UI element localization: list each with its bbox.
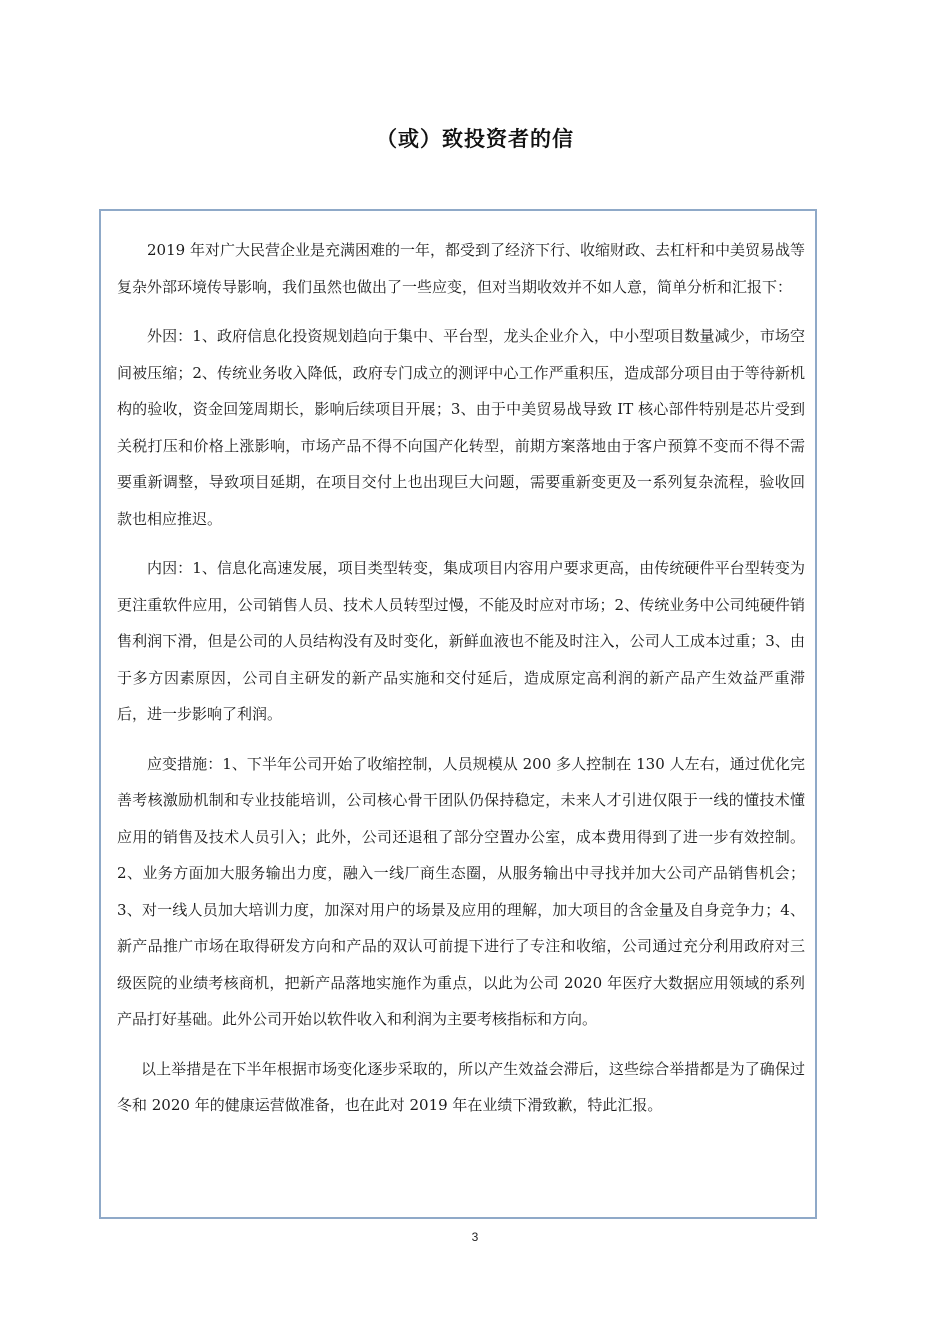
- paragraph-internal-factors: 内因：1、信息化高速发展，项目类型转变，集成项目内容用户要求更高，由传统硬件平台型转变为更注重软件应用，公司销售人员、技术人员转型过慢，不能及时应对市场；2、传统业务中公司纯硬件销售利润下滑，但是公司的人员结构没有及时变化，新鲜血液也不能及时注入，公司人工成本过重；3、由于多方因素原因，公司自主研发的新产品实施和交付延后，造成原定高利润的新产品产生效益严重滞后，进一步影响了利润。: [117, 559, 805, 723]
- letter-body: [117, 232, 805, 1137]
- paragraph-external-factors: 外因：1、政府信息化投资规划趋向于集中、平台型，龙头企业介入，中小型项目数量减少，市场空间被压缩；2、传统业务收入降低，政府专门成立的测评中心工作严重积压，造成部分项目由于等待新机构的验收，资金回笼周期长，影响后续项目开展；3、由于中美贸易战导致 IT 核心部件特别是芯片受到关税打压和价格上涨影响，市场产品不得不向国产化转型，前期方案落地由于客户预算不变而不得不需要重新调整，导致项目延期，在项目交付上也出现巨大问题，需要重新变更及一系列复杂流程，验收回款也相应推迟。: [117, 327, 805, 528]
- paragraph-conclusion: 以上举措是在下半年根据市场变化逐步采取的，所以产生效益会滞后，这些综合举措都是为了确保过冬和 2020 年的健康运营做准备，也在此对 2019 年在业绩下滑致歉，特此汇报。: [117, 1059, 805, 1114]
- page-number: 3: [471, 1230, 479, 1244]
- page-title: （或）致投资者的信: [376, 127, 574, 151]
- paragraph-countermeasures: 应变措施：1、下半年公司开始了收缩控制，人员规模从 200 多人控制在 130 人左右，通过优化完善考核激励机制和专业技能培训，公司核心骨干团队仍保持稳定，未来人才引进仅限于一线的懂技术懂应用的销售及技术人员引入；此外，公司还退租了部分空置办公室，成本费用得到了进一步有效控制。2、业务方面加大服务输出力度，融入一线厂商生态圈，从服务输出中寻找并加大公司产品销售机会；3、对一线人员加大培训力度，加深对用户的场景及应用的理解，加大项目的含金量及自身竞争力；4、新产品推广市场在取得研发方向和产品的双认可前提下进行了专注和收缩，公司通过充分利用政府对三级医院的业绩考核商机，把新产品落地实施作为重点，以此为公司 2020 年医疗大数据应用领域的系列产品打好基础。此外公司开始以软件收入和利润为主要考核指标和方向。: [117, 754, 805, 1028]
- paragraph-intro: 2019 年对广大民营企业是充满困难的一年，都受到了经济下行、收缩财政、去杠杆和中美贸易战等复杂外部环境传导影响，我们虽然也做出了一些应变，但对当期收效并不如人意，简单分析和汇报下：: [117, 241, 805, 296]
